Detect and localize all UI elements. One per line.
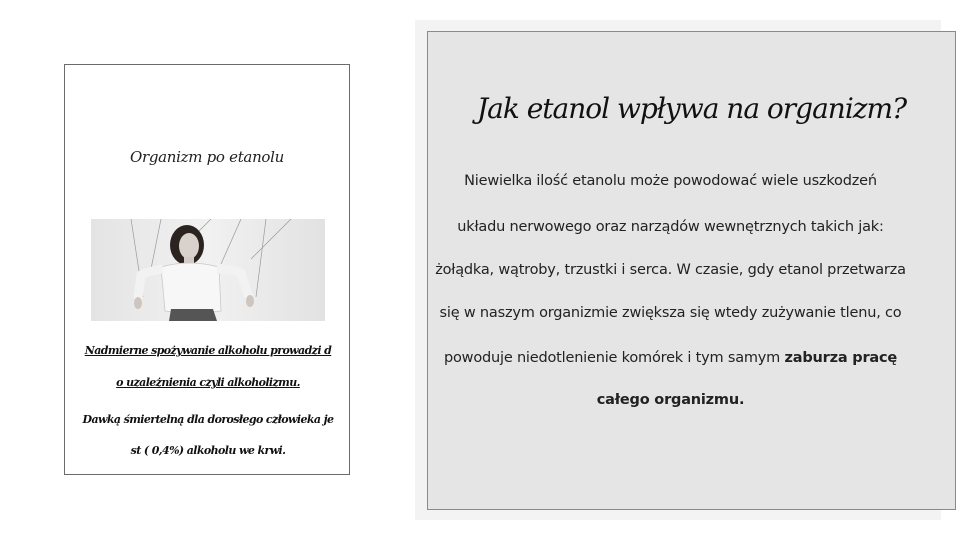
emphasized-text: całego organizmu. [596,392,745,408]
body-text-line: się w naszym organizmie zwiększa się wtedy zużywanie tlenu, co [439,305,902,321]
left-text-line: Nadmierne spożywanie alkoholu prowadzi d [84,344,332,357]
body-text-line [418,350,923,366]
left-text-line: st ( 0,4%) alkoholu we krwi. [130,444,286,457]
left-text-line: o uzależnienia czyli alkoholizmu. [116,376,300,389]
right-card [427,31,956,510]
body-text-line: Niewielka ilość etanolu może powodować wiele uszkodzeń [464,173,877,189]
body-text-line [418,392,923,408]
left-card [64,64,350,475]
woman-puppet-photo [91,219,325,321]
body-text-segment: powoduje niedotlenienie komórek i tym samym [443,350,785,366]
emphasized-text: zaburza pracę [784,350,898,366]
body-text-line: układu nerwowego oraz narządów wewnętrznych takich jak: [457,219,884,235]
body-text-line: żołądka, wątroby, trzustki i serca. W czasie, gdy etanol przetwarza [435,262,906,278]
right-card-title: Jak etanol wpływa na organizm? [476,92,907,125]
left-card-title: Organizm po etanolu [129,148,285,166]
left-text-line: Dawką śmiertelną dla dorosłego człowieka je [82,413,334,426]
woman-puppet-illustration [91,219,325,321]
